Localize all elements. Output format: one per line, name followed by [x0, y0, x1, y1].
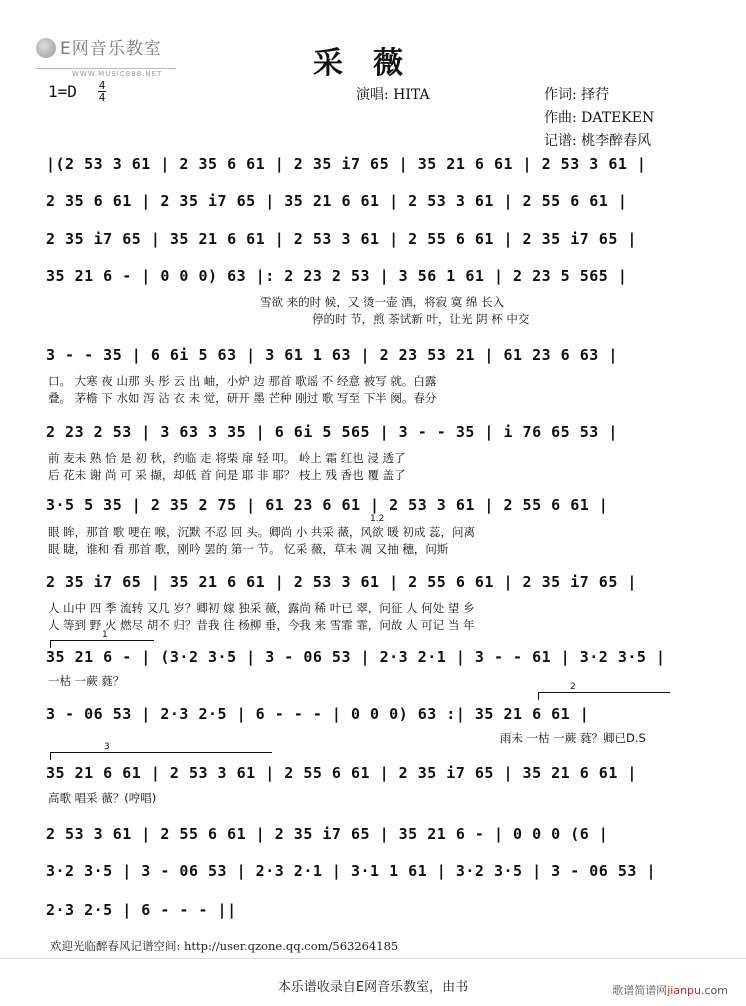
volta-1-bracket — [50, 640, 154, 641]
lyricist: 作词: 择荇 — [544, 87, 610, 103]
lyric-line-4a: 雪欲 来的时 候，又 烫一壶 酒，将寂 寞 绵 长入 — [260, 295, 505, 309]
watermark-c: .com — [701, 984, 728, 997]
lyric-line-6b: 后 花未 谢 尚 可 采 撷，却低 首 问是 耶 非 耶？ 枝上 残 香也 覆 盖了 — [48, 468, 406, 482]
lyric-line-6a: 前 麦未 熟 恰 是 初 秋，约临 走 将柴 扉 轻 叩。 岭上 霜 红也 浸 透了 — [48, 451, 406, 465]
watermark — [612, 982, 728, 998]
lyric-line-8b: 人 等到 野 火 燃尽 胡不 归？昔我 往 杨柳 垂，今我 来 雪霏 霏，问故 人 可记 当 年 — [48, 618, 475, 632]
transcriber: 记谱: 桃李醉春风 — [544, 133, 652, 149]
score-line-10: 3 - 06 53 | 2·3 2·5 | 6 - - - | 0 0 0) 63 :| 35 21 6 61 | — [46, 705, 590, 723]
song-title: 采薇 — [313, 46, 433, 81]
volta-2-label: 2 — [570, 682, 576, 692]
score-line-12: 2 53 3 61 | 2 55 6 61 | 2 35 i7 65 | 35 21 6 - | 0 0 0 (6 | — [46, 825, 609, 843]
score-line-14: 2·3 2·5 | 6 - - - || — [46, 901, 237, 919]
logo-url: WWW.MUSIC888.NET — [72, 70, 163, 78]
volta-3-tick — [50, 752, 51, 760]
lyric-line-5a: 口。 大寒 夜 山那 头 彤 云 出 岫，小炉 边 那首 歌谣 不 经意 被写 就。白露 — [48, 374, 437, 388]
lyric-line-7a: 眼 眸，那首 歌 哽在 喉，沉默 不忍 回 头。卿尚 小 共采 薇，风欲 暖 初成 蕊，问离 — [48, 525, 476, 539]
time-signature — [98, 80, 106, 103]
score-line-11: 35 21 6 61 | 2 53 3 61 | 2 55 6 61 | 2 35 i7 65 | 35 21 6 61 | — [46, 764, 637, 782]
lyric-line-5b: 叠。 茅檐 下 水如 泻 沾 衣 未 觉，研开 墨 芒种 刚过 歌 写至 下半 阕。春分 — [48, 391, 437, 405]
lyric-line-9a: 一枯 一蕨 蕤？ — [48, 674, 125, 688]
volta-1-label: 1 — [102, 630, 108, 640]
score-line-7: 3·5 5 35 | 2 35 2 75 | 61 23 6 61 | 2 53 3 61 | 2 55 6 61 | — [46, 496, 609, 514]
volta-2-bracket — [538, 692, 670, 693]
score-line-4: 35 21 6 - | 0 0 0) 63 |: 2 23 2 53 | 3 56 1 61 | 2 23 5 565 | — [46, 267, 628, 285]
volta-3-label: 3 — [104, 742, 110, 752]
footer-divider — [0, 958, 746, 959]
volta-2-tick — [538, 692, 539, 700]
score-line-13: 3·2 3·5 | 3 - 06 53 | 2·3 2·1 | 3·1 1 61 | 3·2 3·5 | 3 - 06 53 | — [46, 862, 656, 880]
composer: 作曲: DATEKEN — [544, 110, 655, 126]
lyric-line-10a: 雨未 一枯 一蕨 蕤？卿已D.S — [500, 731, 646, 745]
footer-source: 本乐谱收录自E网音乐教室，由书 — [277, 980, 469, 995]
singer: 演唱: HITA — [356, 87, 430, 103]
time-top: 4 — [98, 79, 106, 92]
lyric-line-8a: 人 山中 四 季 流转 又几 岁？卿初 嫁 独采 薇，露尚 稀 叶已 翠，问征 人 何处 望 乡 — [48, 601, 475, 615]
logo-text: E网音乐教室 — [60, 39, 162, 59]
score-line-2: 2 35 6 61 | 2 35 i7 65 | 35 21 6 61 | 2 53 3 61 | 2 55 6 61 | — [46, 192, 628, 210]
score-line-5: 3 - - 35 | 6 6i 5 63 | 3 61 1 63 | 2 23 53 21 | 61 23 6 63 | — [46, 346, 618, 364]
score-line-3: 2 35 i7 65 | 35 21 6 61 | 2 53 3 61 | 2 55 6 61 | 2 35 i7 65 | — [46, 230, 637, 248]
score-line-9: 35 21 6 - | (3·2 3·5 | 3 - 06 53 | 2·3 2·1 | 3 - - 61 | 3·2 3·5 | — [46, 648, 666, 666]
time-bottom: 4 — [98, 91, 106, 104]
score-line-1: |(2 53 3 61 | 2 35 6 61 | 2 35 i7 65 | 35 21 6 61 | 2 53 3 61 | — [46, 155, 647, 173]
lyric-line-4b: 停的时 节，煎 茶试新 叶，让光 阴 杯 中交 — [312, 312, 530, 326]
footer-note: 欢迎光临醉春风记谱空间: http://user.qzone.qq.com/563264185 — [50, 939, 399, 953]
volta-1-tick — [50, 640, 51, 648]
score-line-6: 2 23 2 53 | 3 63 3 35 | 6 6i 5 565 | 3 - - 35 | i 76 65 53 | — [46, 423, 618, 441]
watermark-b: jianpu — [667, 984, 701, 997]
score-line-8: 2 35 i7 65 | 35 21 6 61 | 2 53 3 61 | 2 55 6 61 | 2 35 i7 65 | — [46, 573, 637, 591]
lyric-line-7b: 眼 睫，谁和 看 那首 歌，刚吟 罢的 第一 节。 忆采 薇，草未 凋 又抽 穗，问斯 — [48, 542, 449, 556]
lyric-line-11a: 高歌 唱采 薇？(哼唱) — [48, 791, 157, 805]
watermark-a: 歌谱简谱网 — [612, 984, 668, 997]
key-signature: 1=D — [48, 82, 77, 101]
volta-3-bracket — [50, 752, 272, 753]
volta-1-2-label: 1.2 — [370, 514, 385, 524]
